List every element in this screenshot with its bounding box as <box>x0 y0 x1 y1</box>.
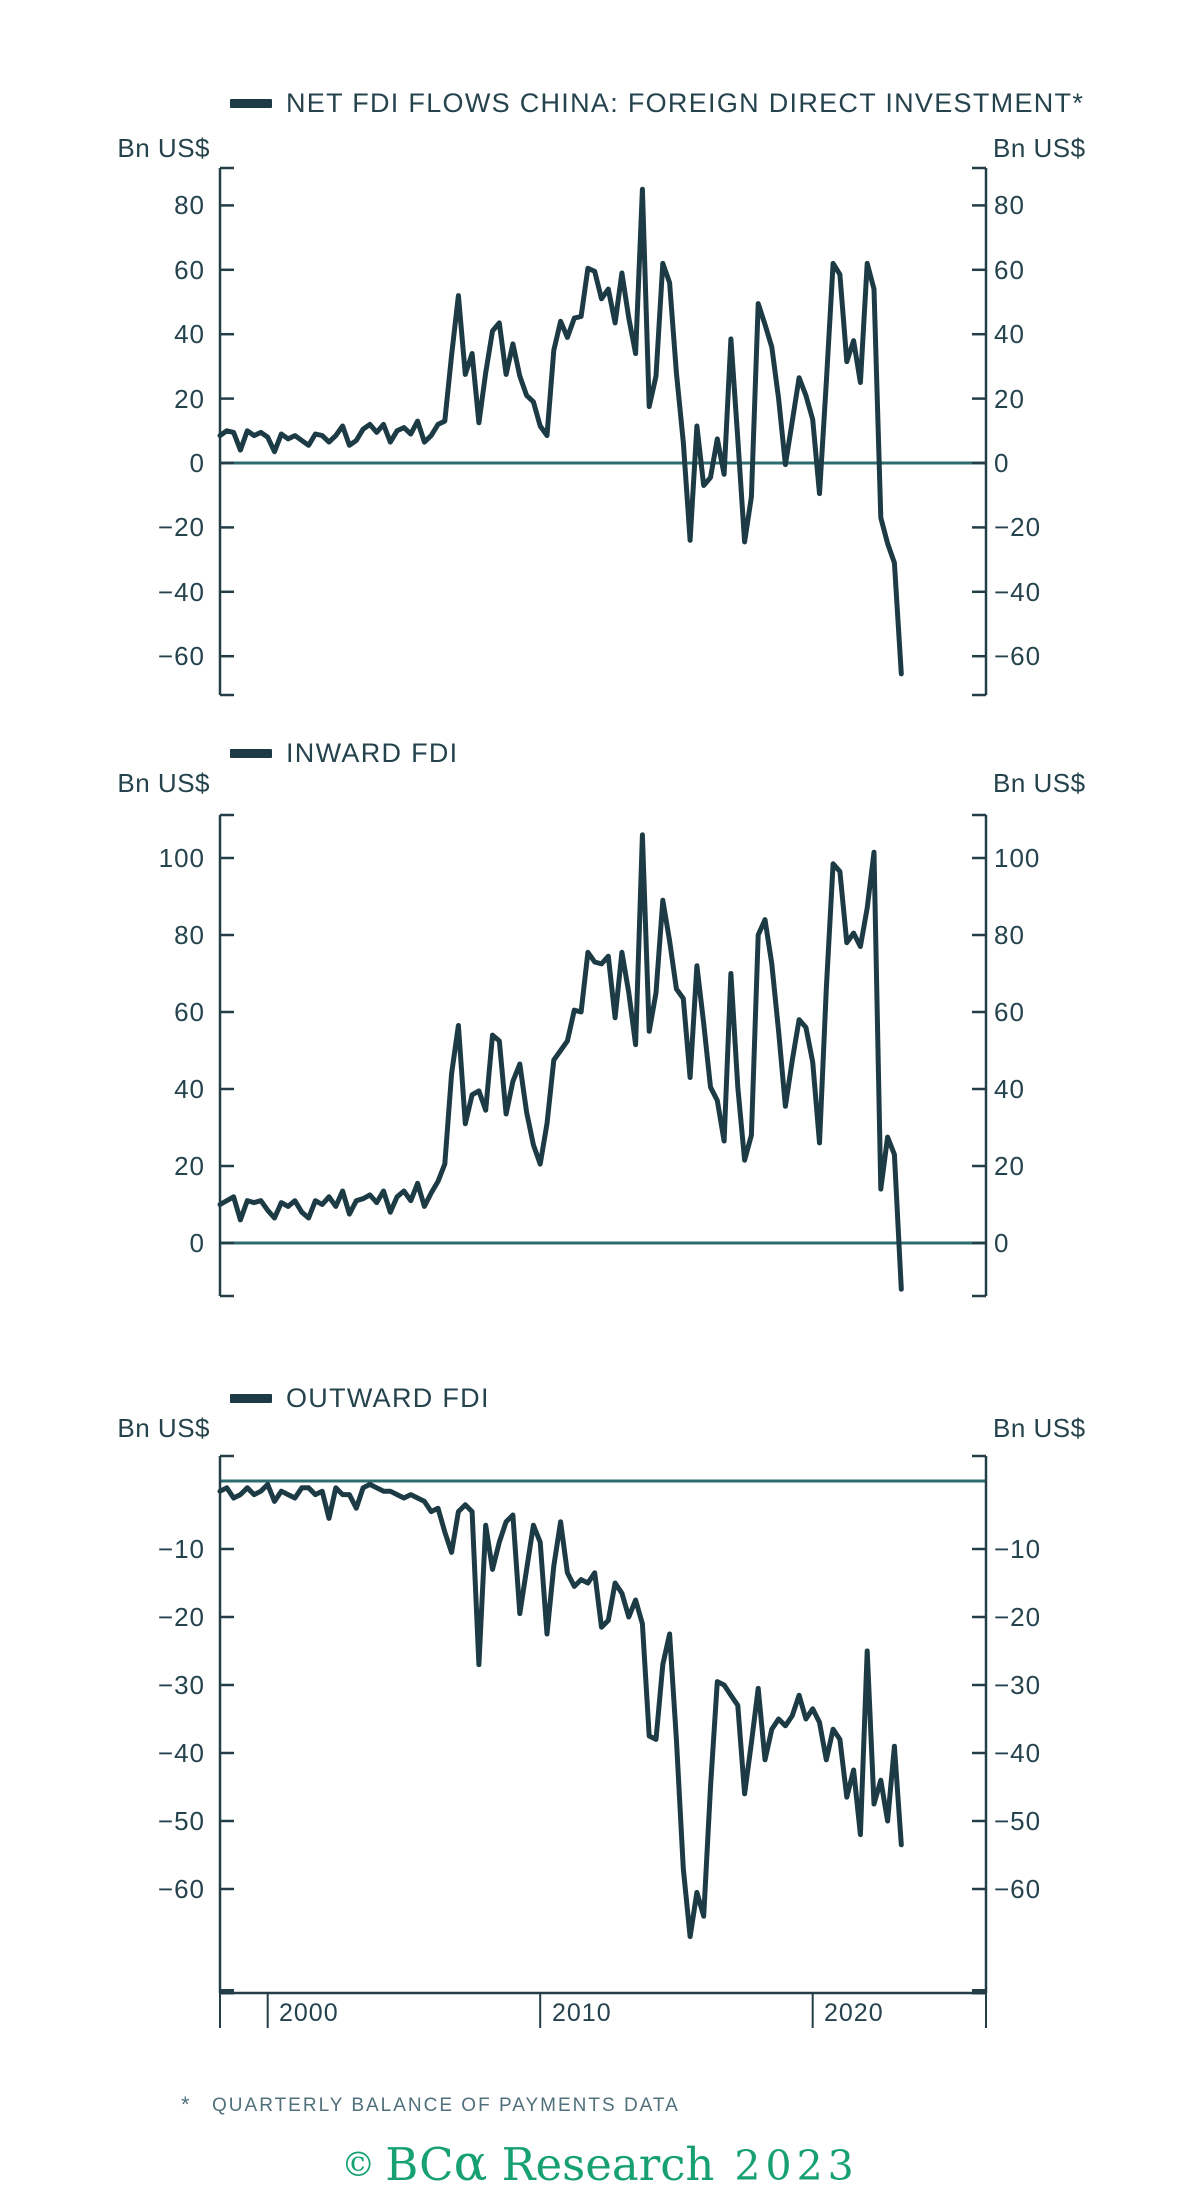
footnote <box>181 2092 680 2118</box>
x-tick-label-2020: 2020 <box>824 1999 884 2027</box>
y-tick-label: 100 <box>994 843 1041 873</box>
logo-brand-bc: BC <box>385 2138 454 2191</box>
legend-net-fdi <box>230 86 1084 120</box>
y-tick-label: 0 <box>994 448 1010 478</box>
y-tick-label: −20 <box>994 512 1042 543</box>
logo-brand-research: Research <box>487 2138 715 2191</box>
axis-end-notch <box>221 1989 234 1995</box>
y-tick-label: −50 <box>994 1806 1042 1836</box>
footnote-text: QUARTERLY BALANCE OF PAYMENTS DATA <box>212 2095 680 2116</box>
copyright-symbol: © <box>341 2145 376 2185</box>
footnote-marker: * <box>181 2092 192 2117</box>
y-tick-label: −60 <box>157 1874 205 1904</box>
y-tick-label: 20 <box>994 1151 1025 1181</box>
y-tick-label: 80 <box>174 920 205 950</box>
legend-inward-fdi <box>230 736 458 770</box>
y-tick-label: −20 <box>994 1602 1042 1632</box>
y-axis-unit-label: Bn US$ <box>117 1413 210 1443</box>
y-tick-label: 60 <box>994 254 1025 285</box>
y-tick-label: −10 <box>157 1534 205 1564</box>
x-tick-label-2000: 2000 <box>279 1999 339 2027</box>
y-tick-label: 60 <box>174 254 205 285</box>
y-tick-label: −40 <box>157 576 205 607</box>
y-tick-label: 60 <box>174 997 205 1027</box>
y-axis-unit-label: Bn US$ <box>117 133 210 163</box>
legend-label: NET FDI FLOWS CHINA: FOREIGN DIRECT INVESTMENT* <box>286 87 1085 118</box>
y-tick-label: −60 <box>994 1874 1042 1904</box>
series-line-outward-fdi <box>220 1484 901 1936</box>
y-axis-unit-label: Bn US$ <box>993 1413 1086 1443</box>
y-tick-label: −40 <box>994 1738 1042 1768</box>
y-tick-label: 100 <box>158 843 205 873</box>
y-tick-label: −20 <box>157 1602 205 1632</box>
y-tick-label: −60 <box>157 641 205 672</box>
legend-line-swatch <box>230 99 272 108</box>
y-tick-label: 40 <box>994 319 1025 350</box>
y-tick-label: 80 <box>994 920 1025 950</box>
logo-alpha-glyph: α <box>453 2134 488 2192</box>
y-axis-unit-label: Bn US$ <box>993 133 1086 163</box>
series-line-net-fdi <box>220 189 901 674</box>
axis-end-notch <box>972 1989 985 1995</box>
y-tick-label: −40 <box>157 1738 205 1768</box>
y-tick-label: −30 <box>157 1670 205 1700</box>
logo-year: 2023 <box>734 2142 859 2190</box>
y-tick-label: 40 <box>994 1074 1025 1104</box>
series-line-inward-fdi <box>220 835 901 1289</box>
legend-label: OUTWARD FDI <box>286 1382 490 1413</box>
y-tick-label: 20 <box>994 383 1025 414</box>
bca-research-logo <box>0 2134 1200 2192</box>
y-tick-label: 80 <box>994 190 1025 221</box>
y-tick-label: −20 <box>157 512 205 543</box>
y-tick-label: −50 <box>157 1806 205 1836</box>
y-tick-label: 0 <box>189 1228 205 1258</box>
y-tick-label: −10 <box>994 1534 1042 1564</box>
legend-line-swatch <box>230 749 272 758</box>
y-tick-label: 0 <box>189 448 205 478</box>
y-axis-unit-label: Bn US$ <box>993 768 1086 798</box>
y-axis-unit-label: Bn US$ <box>117 768 210 798</box>
y-tick-label: 20 <box>174 1151 205 1181</box>
y-tick-label: 80 <box>174 190 205 221</box>
y-tick-label: 20 <box>174 383 205 414</box>
y-tick-label: 0 <box>994 1228 1010 1258</box>
legend-outward-fdi <box>230 1381 490 1415</box>
legend-line-swatch <box>230 1394 272 1403</box>
y-tick-label: −40 <box>994 576 1042 607</box>
y-tick-label: −60 <box>994 641 1042 672</box>
y-tick-label: 40 <box>174 1074 205 1104</box>
legend-label: INWARD FDI <box>286 737 459 768</box>
x-tick-label-2010: 2010 <box>552 1999 612 2027</box>
y-tick-label: 60 <box>994 997 1025 1027</box>
y-tick-label: −30 <box>994 1670 1042 1700</box>
y-tick-label: 40 <box>174 319 205 350</box>
